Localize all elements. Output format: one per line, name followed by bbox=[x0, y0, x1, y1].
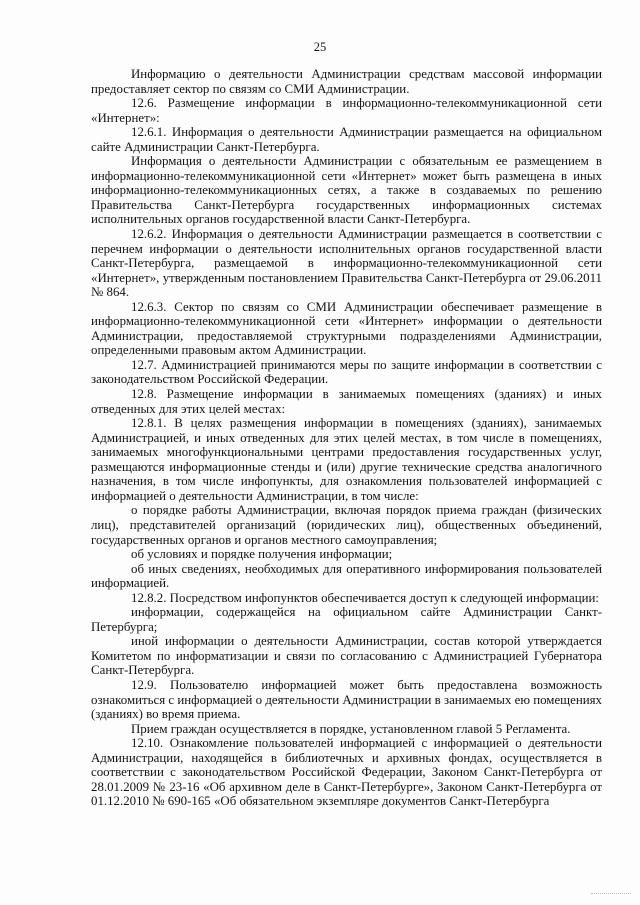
paragraph: 12.6.3. Сектор по связям со СМИ Администрации обеспечивает размещение в информационно-телекоммуникационной сети «Интернет» информации о деятельности Администрации, предоставляемой структурными подразделениями Администрации, определенными правовым актом Администрации. bbox=[91, 299, 602, 358]
paragraph: 12.10. Ознакомление пользователей информацией с информацией о деятельности Администрации, находящейся в библиотечных и архивных фондах, осуществляется в соответствии с законодательством Российской Федерации, Законом Санкт-Петербурга от 28.01.2009 № 23-16 «Об архивном деле в Санкт-Петербурге», Законом Санкт-Петербурга от 01.12.2010 № 690-165 «Об обязательном экземпляре документов Санкт-Петербурга bbox=[91, 736, 602, 809]
paragraph: Информация о деятельности Администрации с обязательным ее размещением в информационно-телекоммуникационной сети «Интернет» может быть размещена в иных информационно-телекоммуникационных сетях, а также в создаваемых по решению Правительства Санкт-Петербурга государственных информационных системах исполнительных органов государственной власти Санкт-Петербурга. bbox=[91, 154, 602, 227]
paragraph: 12.7. Администрацией принимаются меры по защите информации в соответствии с законодательством Российской Федерации. bbox=[91, 357, 602, 387]
paragraph: об условиях и порядке получения информации; bbox=[131, 547, 393, 562]
paragraph: информации, содержащейся на официальном сайте Администрации Санкт-Петербурга; bbox=[91, 605, 602, 634]
paragraph: 12.9. Пользователю информацией может быть предоставлена возможность ознакомиться с информацией о деятельности Администрации в занимаемых ею помещениях (зданиях) во время приема. bbox=[91, 677, 602, 722]
paragraph: об иных сведениях, необходимых для оперативного информирования пользователей информацией. bbox=[91, 561, 602, 591]
paragraph: Информацию о деятельности Администрации средствам массовой информации предоставляет сектор по связям со СМИ Администрации. bbox=[91, 67, 602, 96]
paragraph: 12.6. Размещение информации в информационно-телекоммуникационной сети «Интернет»: bbox=[91, 96, 602, 125]
document-body bbox=[91, 67, 602, 809]
paragraph: 12.8. Размещение информации в занимаемых помещениях (зданиях) и иных отведенных для этих целей местах: bbox=[91, 387, 602, 416]
paragraph: Прием граждан осуществляется в порядке, установленном главой 5 Регламента. bbox=[131, 721, 571, 736]
page-number: 25 bbox=[313, 40, 327, 54]
paragraph: 12.8.2. Посредством инфопунктов обеспечивается доступ к следующей информации: bbox=[131, 590, 599, 605]
paragraph: 12.8.1. В целях размещения информации в помещениях (зданиях), занимаемых Администрацией, и иных отведенных для этих целей местах, в том числе в помещениях, занимаемых многофункциональными центрами предоставления государственных услуг, размещаются информационные стенды и (или) другие технические средства аналогичного назначения, в том числе инфопункты, для ознакомления пользователей информацией с информацией о деятельности Администрации, в том числе: bbox=[91, 416, 602, 503]
paragraph: иной информации о деятельности Администрации, состав которой утверждается Комитетом по информатизации и связи по согласованию с Администрацией Губернатора Санкт-Петербурга. bbox=[91, 634, 602, 678]
paragraph: 12.6.1. Информация о деятельности Администрации размещается на официальном сайте Администрации Санкт-Петербурга. bbox=[91, 125, 602, 154]
scan-mark bbox=[591, 893, 631, 897]
paragraph: 12.6.2. Информация о деятельности Администрации размещается в соответствии с перечнем информации о деятельности исполнительных органов государственной власти Санкт-Петербурга, размещаемой в информационно-телекоммуникационной сети «Интернет», утвержденным постановлением Правительства Санкт-Петербурга от 29.06.2011 № 864. bbox=[91, 227, 602, 300]
paragraph: о порядке работы Администрации, включая порядок приема граждан (физических лиц), представителей организаций (юридических лиц), общественных объединений, государственных органов и органов местного самоуправления; bbox=[91, 503, 602, 547]
